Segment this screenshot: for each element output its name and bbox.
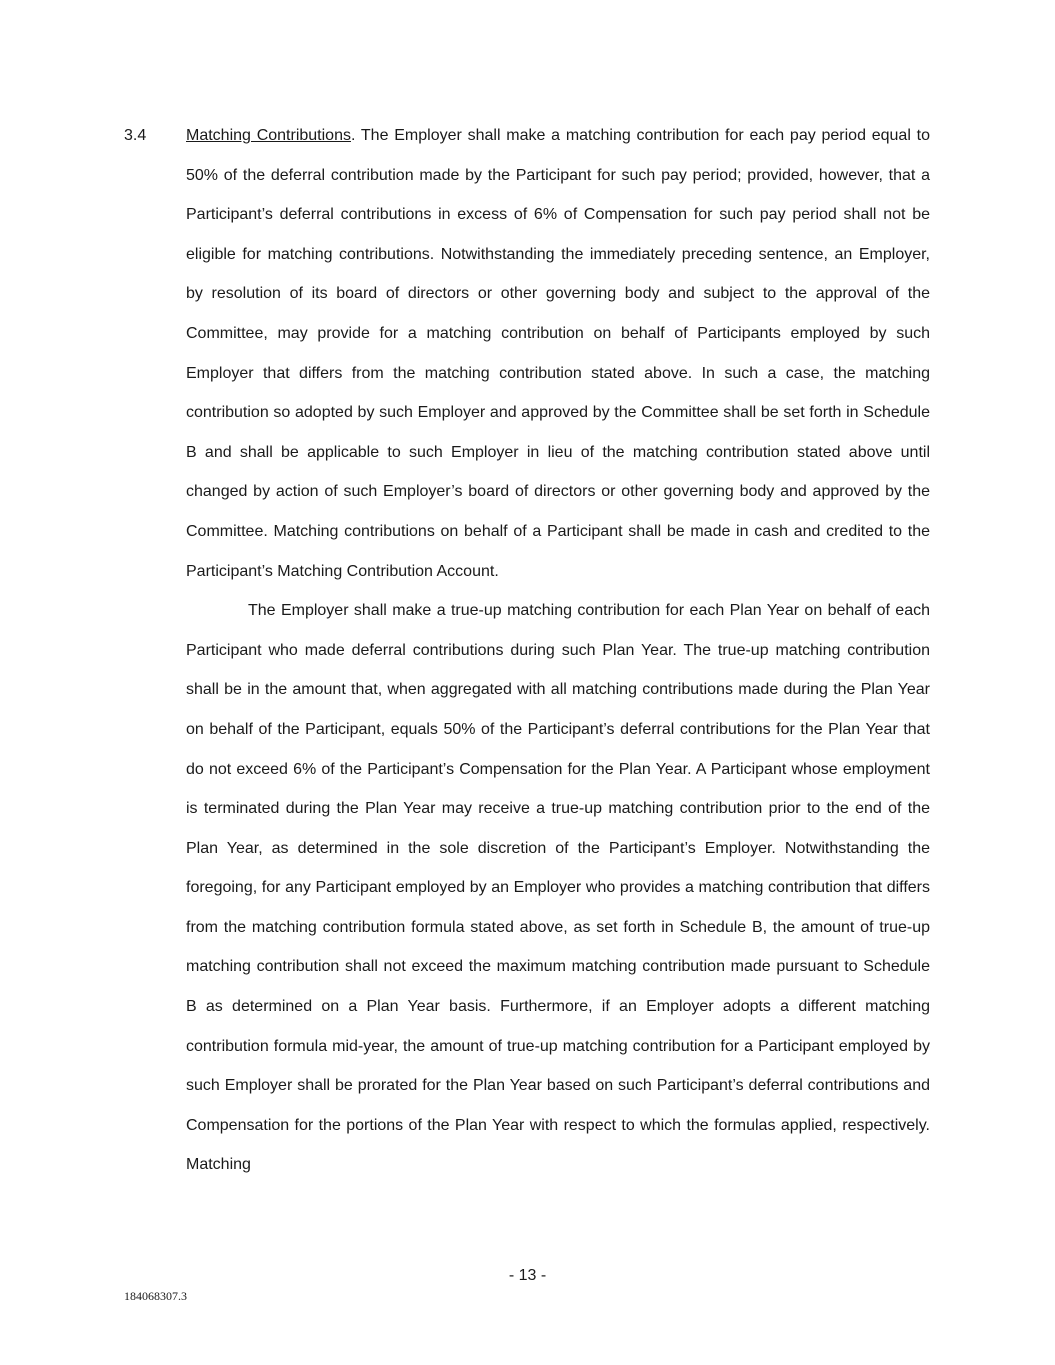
section-heading: Matching Contributions — [186, 127, 351, 144]
page-number: - 13 - — [508, 1267, 547, 1284]
heading-period: . — [350, 127, 356, 144]
paragraph-1-text: The Employer shall make a matching contribution for each pay period equal to 50% of the deferral contribution made by the Participant for such pay period; provided, however, that a Participant’s deferral contributions in excess of 6% of Compensation for such pay period shall not be eligible for matching contributions. Notwithstanding the immediately preceding sentence, an Employer, by resolution of its board of directors or other governing body and subject to the approval of the Committee, may provide for a matching contribution on behalf of Participants employed by such Employer that differs from the matching contribution stated above. In such a case, the matching contribution so adopted by such Employer and approved by the Committee shall be set forth in Schedule B and shall be applicable to such Employer in lieu of the matching contribution stated above until changed by action of such Employer’s board of directors or other governing body and approved by the Committee. Matching contributions on behalf of a Participant shall be made in cash and credited to the Participant’s Matching Contribution Account. — [186, 127, 930, 580]
document-id: 184068307.3 — [124, 1289, 187, 1303]
section-3-4 — [124, 116, 930, 1185]
paragraph-matching-contributions — [186, 116, 930, 591]
paragraph-true-up: The Employer shall make a true-up matching contribution for each Plan Year on behalf of each Participant who made deferral contributions during such Plan Year. The true-up matching contribution shall be in the amount that, when aggregated with all matching contributions made during the Plan Year on behalf of the Participant, equals 50% of the Participant’s deferral contributions for the Plan Year that do not exceed 6% of the Participant’s Compensation for the Plan Year. A Participant whose employment is terminated during the Plan Year may receive a true-up matching contribution prior to the end of the Plan Year, as determined in the sole discretion of the Participant’s Employer. Notwithstanding the foregoing, for any Participant employed by an Employer who provides a matching contribution that differs from the matching contribution formula stated above, as set forth in Schedule B, the amount of true-up matching contribution shall not exceed the maximum matching contribution made pursuant to Schedule B as determined on a Plan Year basis. Furthermore, if an Employer adopts a different matching contribution formula mid-year, the amount of true-up matching contribution for a Participant employed by such Employer shall be prorated for the Plan Year based on such Participant’s deferral contributions and Compensation for the portions of the Plan Year with respect to which the formulas applied, respectively. Matching — [186, 602, 930, 1174]
section-body — [186, 116, 930, 1185]
section-number: 3.4 — [124, 127, 147, 144]
